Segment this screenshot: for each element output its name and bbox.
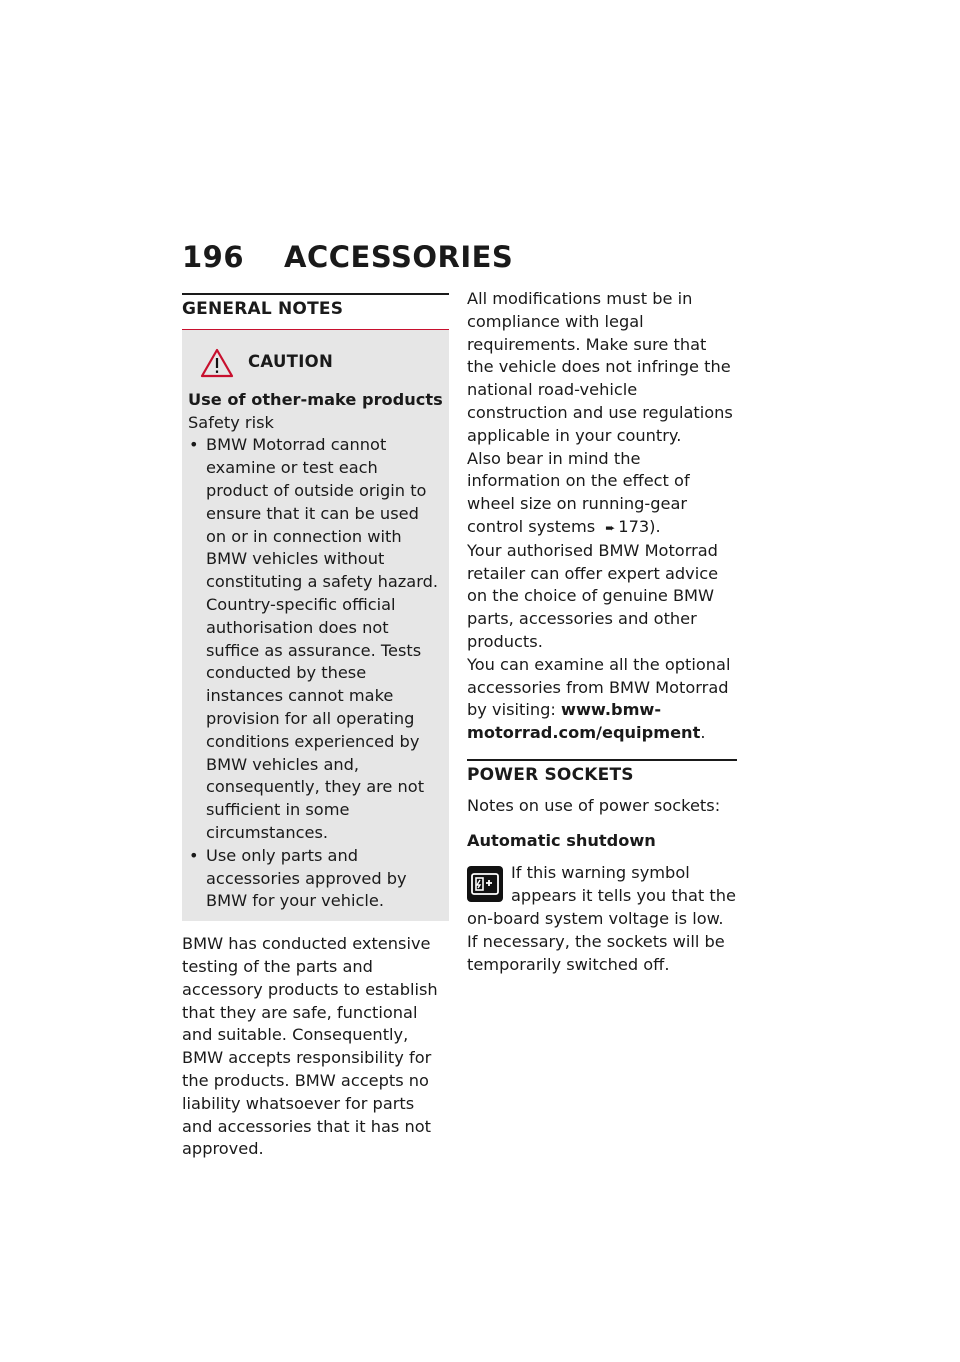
- caution-header: [188, 348, 443, 378]
- list-item: • Use only parts and accessories approved by BMW for your vehicle.: [188, 845, 443, 913]
- website-link[interactable]: www.bmw-motorrad.com/equipment: [467, 700, 701, 743]
- list-item: • BMW Motorrad cannot examine or test each product of outside origin to ensure that it can be used on or in connection with BMW vehicles without constituting a safety hazard. Country-specific official authorisation does not suffice as assurance. Tests conducted by these instances cannot make provision for all operating conditions experienced by BMW vehicles and, consequently, they are not sufficient in some circumstances.: [188, 434, 443, 844]
- page-header: [182, 240, 513, 274]
- power-sockets-intro: Notes on use of power sockets:: [467, 795, 721, 815]
- warning-symbol-text: If this warning symbol appears it tells you that the on-board system voltage is low. If necessary, the sockets will be temporarily switched off.: [467, 863, 736, 974]
- paragraph-retailer: Your authorised BMW Motorrad retailer can offer expert advice on the choice of genuine BMW parts, accessories and other products.: [467, 540, 719, 651]
- paragraph-text: Also bear in mind the information on the effect of wheel size on running-gear control systems: [467, 448, 690, 536]
- page-number: 196: [182, 240, 245, 274]
- left-column: [182, 293, 449, 1161]
- page-reference[interactable]: 173).: [618, 516, 661, 536]
- warning-symbol-block: [467, 862, 737, 976]
- caution-subtitle: Use of other-make products: [188, 389, 443, 409]
- caution-label: CAUTION: [248, 352, 334, 372]
- caution-risk: Safety risk: [188, 412, 274, 432]
- paragraph-end: .: [700, 723, 706, 743]
- low-voltage-socket-icon: [467, 866, 503, 902]
- paragraph-text: You can examine all the optional accessories from BMW Motorrad by visiting:: [467, 654, 731, 720]
- chapter-title: ACCESSORIES: [284, 240, 514, 274]
- paragraph-website: [467, 654, 737, 745]
- section-title-general-notes: GENERAL NOTES: [182, 299, 344, 319]
- right-column: [467, 288, 737, 976]
- warning-triangle-icon: [200, 348, 234, 378]
- paragraph-wheel-size: [467, 448, 737, 540]
- section-title-power-sockets: POWER SOCKETS: [467, 764, 634, 785]
- general-notes-body: BMW has conducted extensive testing of the parts and accessory products to establish that they are safe, functional and suitable. Consequently, BMW accepts responsibility for the products. BMW accepts no liability whatsoever for parts and accessories that it has not approved.: [182, 934, 438, 1159]
- caution-box: [182, 330, 449, 921]
- page-ref-arrow-icon: ➨: [605, 520, 616, 535]
- subheading-automatic-shutdown: Automatic shutdown: [467, 830, 656, 850]
- caution-bullets: [188, 434, 443, 913]
- paragraph-modifications: All modifications must be in compliance with legal requirements. Make sure that the vehicle does not infringe the national road-vehicle construction and use regulations applicable in your country.: [467, 289, 733, 445]
